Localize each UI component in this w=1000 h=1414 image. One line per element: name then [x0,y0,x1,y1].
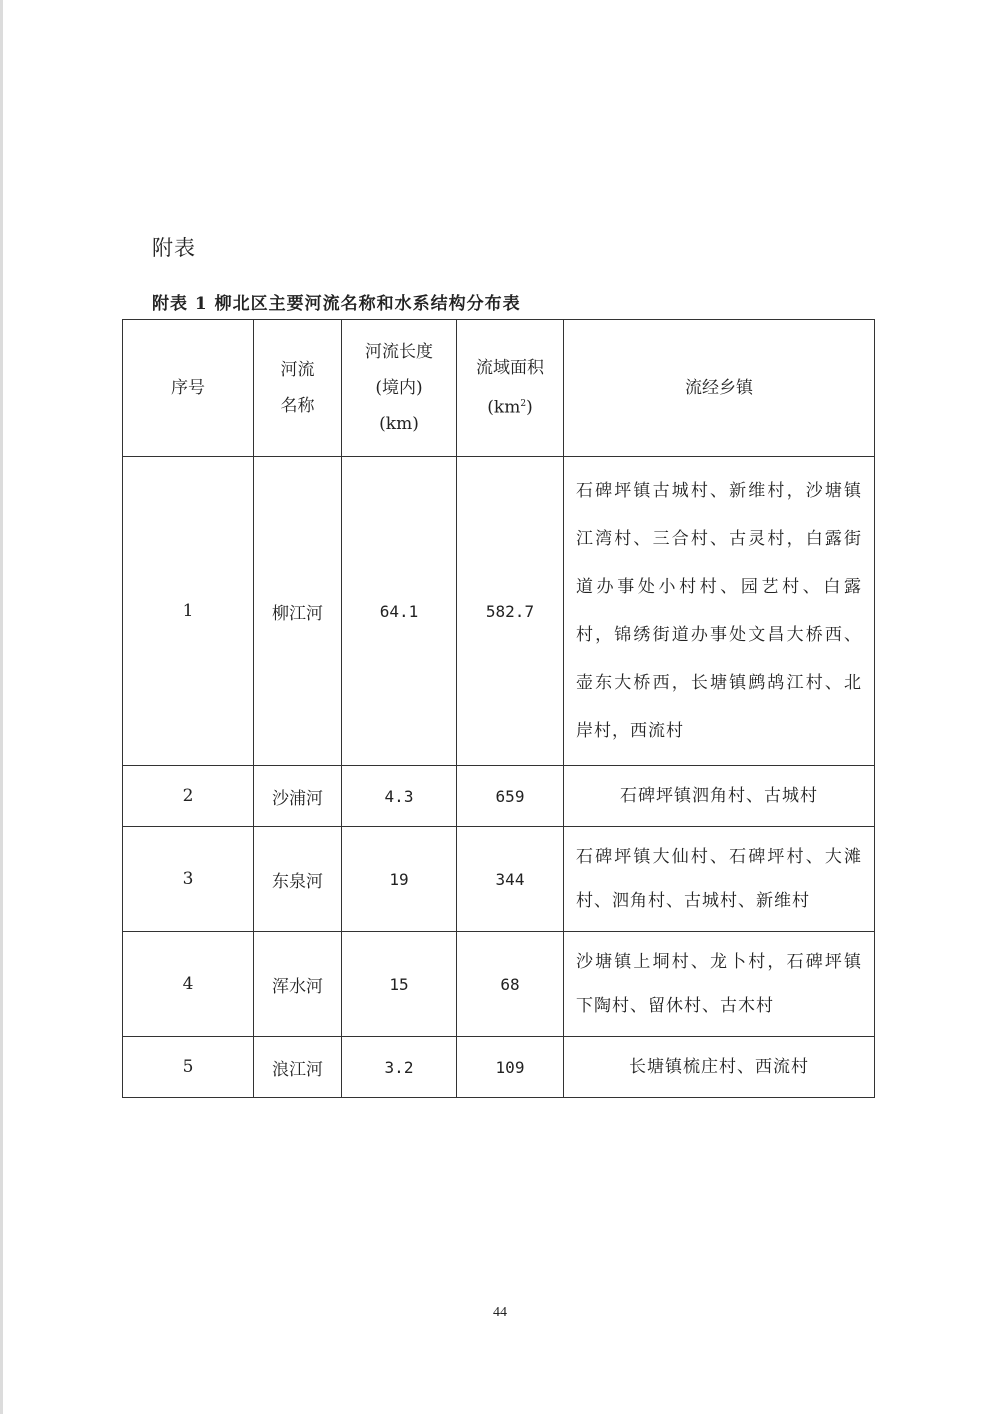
cell-length: 3.2 [342,1037,457,1098]
page-number: 44 [493,1305,507,1320]
header-towns: 流经乡镇 [564,320,875,457]
cell-name: 东泉河 [254,827,342,932]
header-area-line1: 流域面积 [476,358,544,379]
page-edge [0,0,3,1414]
header-length-line2: (境内) [375,378,423,398]
table-row [123,1037,875,1098]
cell-name: 柳江河 [254,457,342,766]
cell-seq: 1 [123,457,254,766]
cell-length: 15 [342,932,457,1037]
cell-area: 68 [457,932,564,1037]
cell-area: 582.7 [457,457,564,766]
table-caption: 附表 1 柳北区主要河流名称和水系结构分布表 [152,294,521,314]
cell-towns: 沙塘镇上垌村、龙卜村，石碑坪镇下陶村、留休村、古木村 [564,932,875,1037]
cell-area: 344 [457,827,564,932]
header-name-line1: 河流 [280,360,315,380]
cell-length: 64.1 [342,457,457,766]
header-length-line3: (km) [379,414,419,434]
cell-towns: 长塘镇梳庄村、西流村 [564,1037,875,1098]
cell-seq: 5 [123,1037,254,1098]
header-area [457,320,564,457]
table-row [123,932,875,1037]
cell-name: 浪江河 [254,1037,342,1098]
cell-length: 4.3 [342,766,457,827]
header-length [342,320,457,457]
header-area-unit-suffix: ) [526,397,533,418]
cell-name: 沙浦河 [254,766,342,827]
cell-name: 浑水河 [254,932,342,1037]
header-area-unit-prefix: (km [487,397,521,418]
cell-towns: 石碑坪镇古城村、新维村，沙塘镇江湾村、三合村、古灵村，白露街道办事处小村村、园艺村、白露村，锦绣街道办事处文昌大桥西、壶东大桥西，长塘镇鹧鸪江村、北岸村，西流村 [564,457,875,766]
cell-length: 19 [342,827,457,932]
cell-area: 659 [457,766,564,827]
cell-area: 109 [457,1037,564,1098]
cell-seq: 3 [123,827,254,932]
table-row [123,766,875,827]
header-seq: 序号 [123,320,254,457]
cell-seq: 4 [123,932,254,1037]
header-length-line1: 河流长度 [365,342,433,362]
header-area-unit-sup: 2 [520,399,527,410]
cell-towns: 石碑坪镇大仙村、石碑坪村、大滩村、泗角村、古城村、新维村 [564,827,875,932]
header-name-line2: 名称 [280,396,315,416]
table-row [123,457,875,766]
header-name [254,320,342,457]
cell-seq: 2 [123,766,254,827]
section-title: 附表 [152,236,196,260]
table-header-row [123,320,875,457]
river-table [122,319,875,1098]
header-area-unit [457,386,563,426]
cell-towns: 石碑坪镇泗角村、古城村 [564,766,875,827]
table-row [123,827,875,932]
